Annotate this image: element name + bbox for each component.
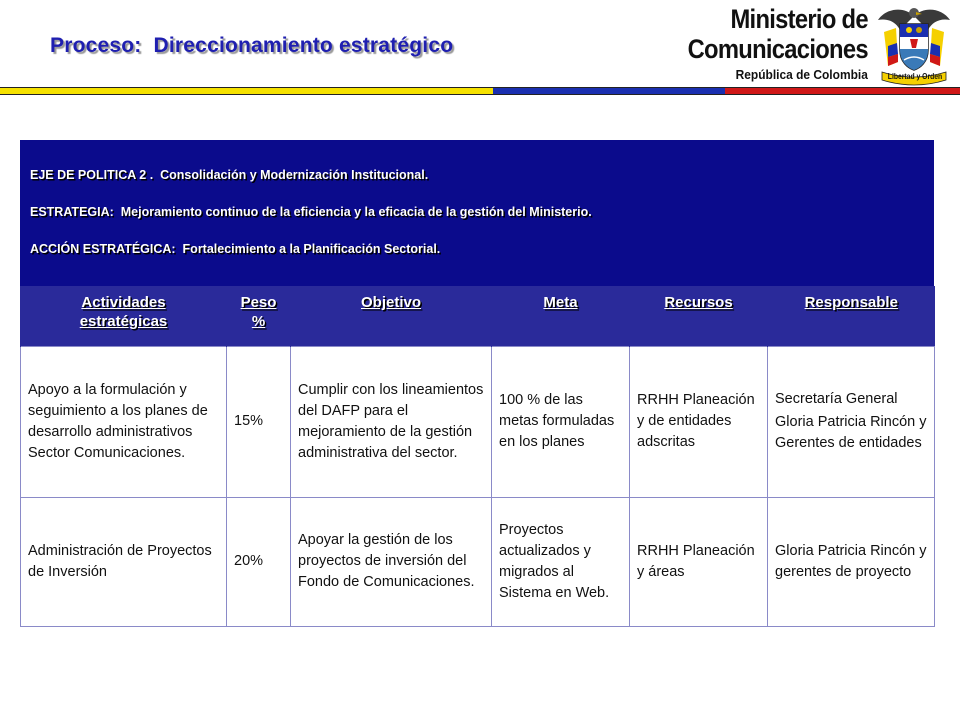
ministry-name-line2: Comunicaciones <box>687 34 868 64</box>
crest-motto: Libertad y Orden <box>887 72 943 81</box>
column-header-label: Responsable <box>804 294 898 311</box>
flag-stripe-bar <box>0 87 960 95</box>
column-header-label: Recursos <box>664 294 733 311</box>
column-header-label: Objetivo <box>360 294 421 311</box>
column-header-label: Meta <box>543 294 578 311</box>
policy-axis: EJE DE POLITICA 2 . Consolidación y Modernización Institucional. <box>30 168 429 182</box>
column-header-recursos <box>630 286 768 346</box>
ministry-logo-text <box>663 4 868 84</box>
cell-recursos: RRHH Planeación y áreas <box>630 497 768 626</box>
stripe-yellow <box>0 87 493 95</box>
column-header-actividades <box>21 286 227 346</box>
table-header-row <box>21 286 935 346</box>
ministry-name-line1: Ministerio de <box>730 4 868 34</box>
policy-box <box>20 140 934 286</box>
column-header-objetivo <box>291 286 492 346</box>
cell-meta: 100 % de las metas formuladas en los planes <box>492 346 630 497</box>
cell-responsable <box>768 346 935 497</box>
cell-peso: 15% <box>227 346 291 497</box>
cell-responsable: Gloria Patricia Rincón y gerentes de proyecto <box>768 497 935 626</box>
cell-actividad: Apoyo a la formulación y seguimiento a los planes de desarrollo administrativos Sector Comunicaciones. <box>21 346 227 497</box>
policy-strategic-action: ACCIÓN ESTRATÉGICA: Fortalecimiento a la Planificación Sectorial. <box>30 242 441 256</box>
column-header-responsable <box>768 286 935 346</box>
table-row <box>21 346 935 497</box>
cell-meta: Proyectos actualizados y migrados al Sistema en Web. <box>492 497 630 626</box>
policy-strategy: ESTRATEGIA: Mejoramiento continuo de la eficiencia y la eficacia de la gestión del Ministerio. <box>30 205 592 219</box>
stripe-red <box>725 87 960 95</box>
table-row <box>21 497 935 626</box>
stripe-blue <box>493 87 725 95</box>
page-title: Proceso: Direccionamiento estratégico <box>50 34 454 57</box>
activities-table <box>20 286 935 627</box>
cell-recursos: RRHH Planeación y de entidades adscritas <box>630 346 768 497</box>
column-header-peso <box>227 286 291 346</box>
cell-objetivo: Cumplir con los lineamientos del DAFP para el mejoramiento de la gestión administrativa del sector. <box>291 346 492 497</box>
cell-peso: 20% <box>227 497 291 626</box>
column-header-label: Peso % <box>240 294 277 330</box>
ministry-country: República de Colombia <box>735 67 868 82</box>
responsable-line: Gloria Patricia Rincón y Gerentes de entidades <box>775 414 927 451</box>
column-header-label: Actividades estratégicas <box>79 294 168 330</box>
column-header-meta <box>492 286 630 346</box>
responsable-line: Secretaría General <box>775 391 898 407</box>
cell-objetivo: Apoyar la gestión de los proyectos de inversión del Fondo de Comunicaciones. <box>291 497 492 626</box>
cell-actividad: Administración de Proyectos de Inversión <box>21 497 227 626</box>
